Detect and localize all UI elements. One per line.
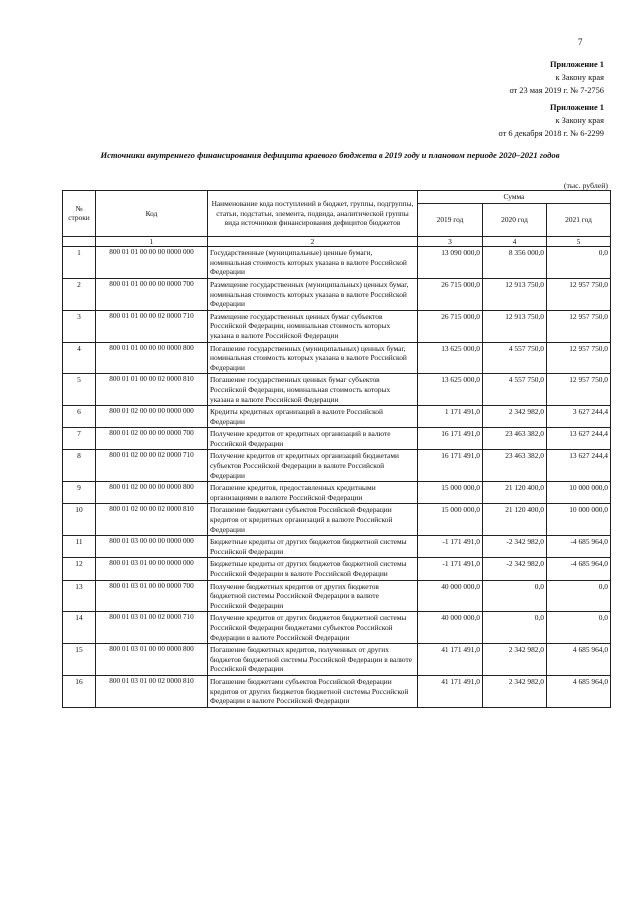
- row-number: 7: [63, 428, 96, 450]
- row-number: 9: [63, 482, 96, 504]
- row-number: 3: [63, 310, 96, 342]
- row-amount-2020: 4 557 750,0: [483, 374, 547, 406]
- table-header-row: [63, 191, 611, 204]
- row-amount-2020: -2 342 982,0: [483, 558, 547, 580]
- unit-label: (тыс. рублей): [563, 181, 608, 190]
- row-amount-2019: 40 000 000,0: [418, 580, 483, 612]
- row-code: 800 01 02 00 00 02 0000 810: [96, 504, 208, 536]
- row-amount-2020: 2 342 982,0: [483, 644, 547, 676]
- row-number: 1: [63, 247, 96, 279]
- row-name: Бюджетные кредиты от других бюджетов бюджетной системы Российской Федерации: [208, 536, 418, 558]
- table-row: [63, 342, 611, 374]
- appendix-header-current: [509, 58, 604, 97]
- row-code: 800 01 03 00 00 00 0000 000: [96, 536, 208, 558]
- row-number: 12: [63, 558, 96, 580]
- row-code: 800 01 03 01 00 02 0000 810: [96, 675, 208, 707]
- table-row: [63, 644, 611, 676]
- table-row: [63, 247, 611, 279]
- row-number: 15: [63, 644, 96, 676]
- row-number: 11: [63, 536, 96, 558]
- row-amount-2021: 3 627 244,4: [547, 406, 611, 428]
- row-code: 800 01 03 01 00 02 0000 710: [96, 612, 208, 644]
- page-number: 7: [578, 37, 583, 47]
- row-amount-2019: 26 715 000,0: [418, 310, 483, 342]
- row-amount-2020: 21 120 400,0: [483, 504, 547, 536]
- row-name: Кредиты кредитных организаций в валюте Российской Федерации: [208, 406, 418, 428]
- row-amount-2019: 26 715 000,0: [418, 278, 483, 310]
- row-amount-2021: -4 685 964,0: [547, 558, 611, 580]
- column-index: 5: [547, 236, 611, 247]
- appendix-law-ref: к Закону края: [555, 73, 604, 82]
- row-amount-2021: 12 957 750,0: [547, 374, 611, 406]
- header-code: Код: [96, 191, 208, 237]
- row-amount-2019: 1 171 491,0: [418, 406, 483, 428]
- row-amount-2019: -1 171 491,0: [418, 558, 483, 580]
- row-amount-2021: 13 627 244,4: [547, 428, 611, 450]
- row-amount-2021: 12 957 750,0: [547, 310, 611, 342]
- appendix-title: Приложение 1: [549, 60, 604, 69]
- row-amount-2020: -2 342 982,0: [483, 536, 547, 558]
- row-code: 800 01 03 01 00 00 0000 700: [96, 580, 208, 612]
- row-number: 2: [63, 278, 96, 310]
- appendix-date: от 6 декабря 2018 г. № 6-2299: [498, 129, 604, 138]
- row-code: 800 01 01 00 00 00 0000 700: [96, 278, 208, 310]
- row-amount-2019: 41 171 491,0: [418, 644, 483, 676]
- appendix-date: от 23 мая 2019 г. № 7-2756: [509, 86, 604, 95]
- row-name: Погашение кредитов, предоставленных кредитными организациями в валюте Российской Федерации: [208, 482, 418, 504]
- row-code: 800 01 02 00 00 02 0000 710: [96, 450, 208, 482]
- row-amount-2020: 21 120 400,0: [483, 482, 547, 504]
- row-amount-2019: 40 000 000,0: [418, 612, 483, 644]
- table-row: [63, 482, 611, 504]
- row-number: 16: [63, 675, 96, 707]
- row-amount-2020: 2 342 982,0: [483, 675, 547, 707]
- appendix-header-original: [499, 101, 604, 140]
- header-name: Наименование кода поступлений в бюджет, группы, подгруппы, статьи, подстатьи, элемента, подвида, аналитической группы вида источников финансирования дефицитов бюджетов: [208, 191, 418, 237]
- column-index: 3: [418, 236, 483, 247]
- header-2021: 2021 год: [547, 203, 611, 236]
- row-code: 800 01 03 01 00 00 0000 800: [96, 644, 208, 676]
- table-row: [63, 450, 611, 482]
- row-amount-2021: 0,0: [547, 247, 611, 279]
- header-2020: 2020 год: [483, 203, 547, 236]
- row-name: Погашение бюджетами субъектов Российской Федерации кредитов от кредитных организаций в валюте Российской Федерации: [208, 504, 418, 536]
- appendix-title: Приложение 1: [549, 103, 604, 112]
- row-amount-2020: 8 356 000,0: [483, 247, 547, 279]
- row-amount-2019: 13 625 000,0: [418, 374, 483, 406]
- column-index: 1: [96, 236, 208, 247]
- row-number: 13: [63, 580, 96, 612]
- row-number: 8: [63, 450, 96, 482]
- row-name: Государственные (муниципальные) ценные бумаги, номинальная стоимость которых указана в валюте Российской Федерации: [208, 247, 418, 279]
- row-code: 800 01 02 00 00 00 0000 000: [96, 406, 208, 428]
- row-number: 10: [63, 504, 96, 536]
- row-amount-2021: 4 685 964,0: [547, 675, 611, 707]
- row-code: 800 01 02 00 00 00 0000 700: [96, 428, 208, 450]
- row-amount-2019: 13 625 000,0: [418, 342, 483, 374]
- row-amount-2019: 16 171 491,0: [418, 450, 483, 482]
- header-2019: 2019 год: [418, 203, 483, 236]
- row-amount-2021: 12 957 750,0: [547, 278, 611, 310]
- table-body: [63, 247, 611, 708]
- row-amount-2019: 16 171 491,0: [418, 428, 483, 450]
- row-amount-2019: 41 171 491,0: [418, 675, 483, 707]
- row-number: 5: [63, 374, 96, 406]
- row-name: Размещение государственных ценных бумаг субъектов Российской Федерации, номинальная стоимость которых указана в валюте Российской Федерации: [208, 310, 418, 342]
- row-amount-2019: 15 000 000,0: [418, 504, 483, 536]
- row-amount-2021: 4 685 964,0: [547, 644, 611, 676]
- row-amount-2021: 10 000 000,0: [547, 504, 611, 536]
- row-number: 6: [63, 406, 96, 428]
- row-code: 800 01 01 00 00 00 0000 000: [96, 247, 208, 279]
- row-code: 800 01 03 01 00 00 0000 000: [96, 558, 208, 580]
- table-row: [63, 536, 611, 558]
- row-amount-2019: -1 171 491,0: [418, 536, 483, 558]
- row-amount-2021: 13 627 244,4: [547, 450, 611, 482]
- row-name: Получение бюджетных кредитов от других бюджетов бюджетной системы Российской Федерации в валюте Российской Федерации: [208, 580, 418, 612]
- row-code: 800 01 01 00 00 02 0000 810: [96, 374, 208, 406]
- row-amount-2020: 23 463 382,0: [483, 428, 547, 450]
- appendix-law-ref: к Закону края: [555, 116, 604, 125]
- table-row: [63, 558, 611, 580]
- table-row: [63, 612, 611, 644]
- financing-sources-table: [62, 190, 611, 708]
- table-row: [63, 278, 611, 310]
- row-amount-2020: 2 342 982,0: [483, 406, 547, 428]
- row-name: Получение кредитов от других бюджетов бюджетной системы Российской Федерации бюджетами субъектов Российской Федерации в валюте Российской Федерации: [208, 612, 418, 644]
- row-code: 800 01 01 00 00 00 0000 800: [96, 342, 208, 374]
- document-title: Источники внутреннего финансирования дефицита краевого бюджета в 2019 году и плановом периоде 2020–2021 годов: [100, 150, 560, 160]
- row-amount-2020: 0,0: [483, 612, 547, 644]
- row-amount-2021: 10 000 000,0: [547, 482, 611, 504]
- row-amount-2020: 12 913 750,0: [483, 310, 547, 342]
- row-name: Бюджетные кредиты от других бюджетов бюджетной системы Российской Федерации в валюте Российской Федерации: [208, 558, 418, 580]
- row-amount-2019: 13 090 000,0: [418, 247, 483, 279]
- row-amount-2020: 4 557 750,0: [483, 342, 547, 374]
- header-sum: Сумма: [418, 191, 611, 204]
- column-index: 2: [208, 236, 418, 247]
- row-name: Получение кредитов от кредитных организаций бюджетами субъектов Российской Федерации в валюте Российской Федерации: [208, 450, 418, 482]
- row-number: 14: [63, 612, 96, 644]
- table-row: [63, 374, 611, 406]
- row-name: Погашение бюджетами субъектов Российской Федерации кредитов от других бюджетов бюджетной системы Российской Федерации в валюте Российской Федерации: [208, 675, 418, 707]
- column-index: 4: [483, 236, 547, 247]
- column-index-row: [63, 236, 611, 247]
- column-index: [63, 236, 96, 247]
- row-code: 800 01 02 00 00 00 0000 800: [96, 482, 208, 504]
- row-amount-2020: 12 913 750,0: [483, 278, 547, 310]
- row-amount-2021: 0,0: [547, 612, 611, 644]
- row-amount-2021: 12 957 750,0: [547, 342, 611, 374]
- table-row: [63, 580, 611, 612]
- table-row: [63, 406, 611, 428]
- table-row: [63, 428, 611, 450]
- table-row: [63, 310, 611, 342]
- table-row: [63, 675, 611, 707]
- row-amount-2021: -4 685 964,0: [547, 536, 611, 558]
- row-code: 800 01 01 00 00 02 0000 710: [96, 310, 208, 342]
- row-name: Погашение государственных ценных бумаг субъектов Российской Федерации, номинальная стоимость которых указана в валюте Российской Федерации: [208, 374, 418, 406]
- row-name: Погашение государственных (муниципальных) ценных бумаг, номинальная стоимость которых указана в валюте Российской Федерации: [208, 342, 418, 374]
- table-row: [63, 504, 611, 536]
- row-amount-2021: 0,0: [547, 580, 611, 612]
- header-row-number: № строки: [63, 191, 96, 237]
- row-amount-2020: 23 463 382,0: [483, 450, 547, 482]
- row-name: Размещение государственных (муниципальных) ценных бумаг, номинальная стоимость которых указана в валюте Российской Федерации: [208, 278, 418, 310]
- row-name: Погашение бюджетных кредитов, полученных от других бюджетов бюджетной системы Российской Федерации в валюте Российской Федерации: [208, 644, 418, 676]
- row-name: Получение кредитов от кредитных организаций в валюте Российской Федерации: [208, 428, 418, 450]
- row-amount-2020: 0,0: [483, 580, 547, 612]
- row-amount-2019: 15 000 000,0: [418, 482, 483, 504]
- row-number: 4: [63, 342, 96, 374]
